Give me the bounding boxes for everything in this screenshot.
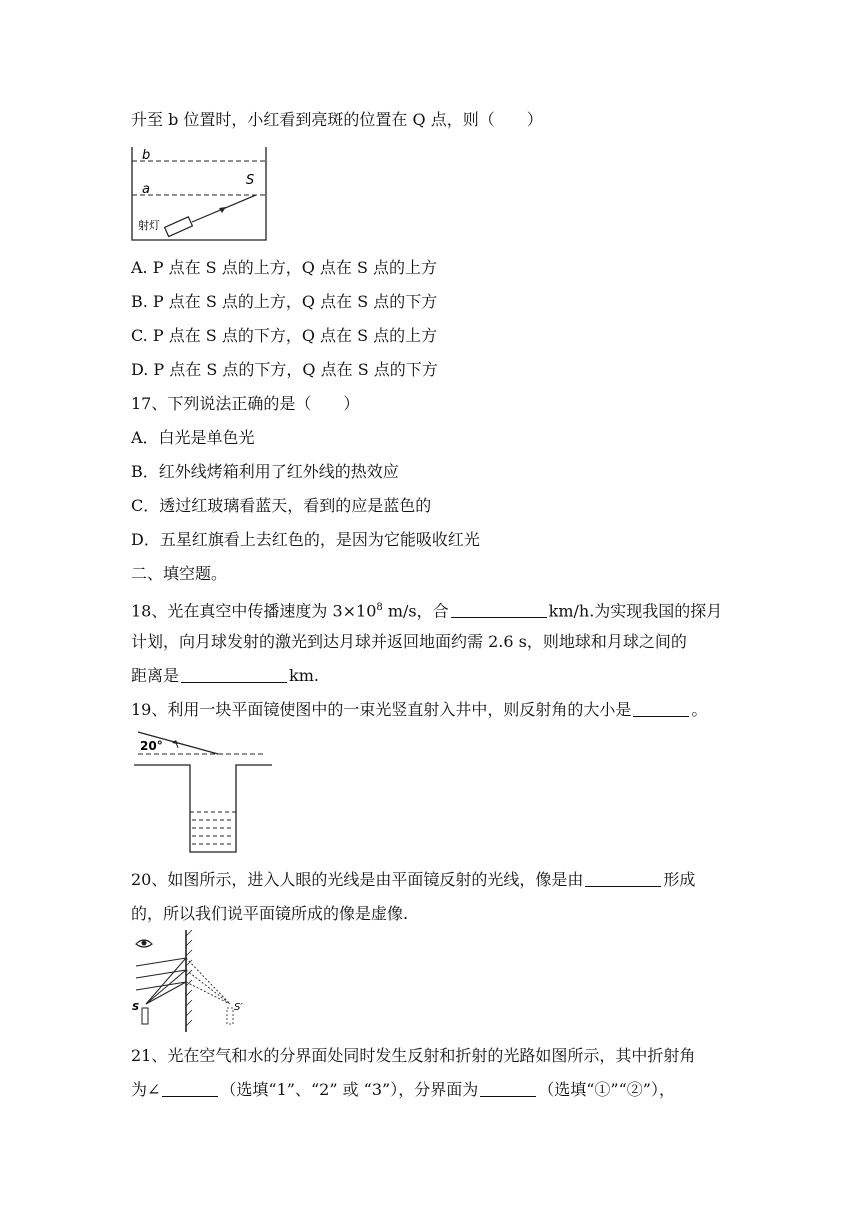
q21-blank-2[interactable]	[480, 1080, 536, 1097]
level-a-label: a	[142, 182, 150, 197]
q18-exponent: 8	[376, 602, 383, 613]
q20-text-2: 形成	[663, 870, 696, 889]
q16-option-a: A. P 点在 S 点的上方，Q 点在 S 点的上方	[131, 258, 438, 277]
q18-text-3: km/h.为实现我国的探月	[548, 601, 723, 621]
q21-line1: 21、光在空气和水的分界面处同时发生反射和折射的光路如图所示，其中折射角	[131, 1046, 696, 1065]
q19-blank[interactable]	[633, 700, 689, 717]
q18-line1	[131, 598, 722, 621]
q18-line3	[131, 666, 319, 686]
section-heading: 二、填空题。	[131, 564, 228, 583]
q17-option-d: D．五星红旗看上去红色的，是因为它能吸收红光	[131, 530, 480, 549]
q17-option-a: A．白光是单色光	[131, 428, 255, 447]
q16-option-c: C. P 点在 S 点的下方，Q 点在 S 点的上方	[131, 326, 438, 345]
q18-blank-1[interactable]	[451, 601, 547, 618]
q18-blank-2[interactable]	[181, 666, 287, 683]
level-b-label: b	[142, 148, 151, 163]
image-label: S′	[234, 1002, 243, 1013]
q20-line2: 的，所以我们说平面镜所成的像是虚像.	[131, 904, 409, 923]
q18-text-4: 距离是	[131, 666, 180, 685]
q21-text-3: （选填“①”“②”），	[538, 1080, 675, 1099]
angle-label: 20°	[140, 739, 163, 753]
q18-text-1: 18、光在真空中传播速度为 3×10	[131, 601, 377, 621]
tank-figure	[128, 144, 270, 244]
q16-option-b: B. P 点在 S 点的上方，Q 点在 S 点的下方	[131, 292, 438, 311]
q17-option-c: C．透过红玻璃看蓝天，看到的应是蓝色的	[131, 496, 432, 515]
q19-text: 19、利用一块平面镜使图中的一束光竖直射入井中，则反射角的大小是	[131, 700, 632, 719]
q20-text-1: 20、如图所示，进入人眼的光线是由平面镜反射的光线，像是由	[131, 870, 584, 889]
lamp-label: 射灯	[138, 219, 160, 232]
well-figure	[134, 728, 276, 856]
q20-line1	[131, 870, 695, 890]
point-s-label: S	[246, 173, 255, 188]
q16-stem-tail: 升至 b 位置时，小红看到亮斑的位置在 Q 点，则（ ）	[131, 110, 543, 129]
eye-icon	[136, 940, 152, 947]
mirror-figure	[130, 928, 250, 1038]
candle-icon	[142, 1008, 148, 1024]
q17-option-b: B．红外线烤箱利用了红外线的热效应	[131, 462, 399, 481]
candle-image-icon	[227, 1008, 233, 1024]
lamp-icon	[165, 217, 193, 237]
q19-end: 。	[691, 700, 708, 719]
q21-text-2: （选填“1”、“2” 或 “3”），分界面为	[220, 1080, 479, 1099]
q19-stem	[131, 700, 707, 720]
q18-line2: 计划，向月球发射的激光到达月球并返回地面约需 2.6 s，则地球和月球之间的	[131, 632, 687, 651]
q18-text-5: km.	[289, 666, 319, 685]
q21-line2	[131, 1080, 675, 1100]
q16-option-d: D. P 点在 S 点的下方，Q 点在 S 点的下方	[131, 360, 438, 379]
q21-blank-1[interactable]	[162, 1080, 218, 1097]
object-label: S	[132, 1002, 140, 1013]
q18-text-2: m/s，合	[382, 601, 449, 621]
q20-blank[interactable]	[585, 870, 661, 887]
q21-text-1: 为∠	[131, 1080, 161, 1099]
q17-stem: 17、下列说法正确的是（ ）	[131, 394, 360, 413]
